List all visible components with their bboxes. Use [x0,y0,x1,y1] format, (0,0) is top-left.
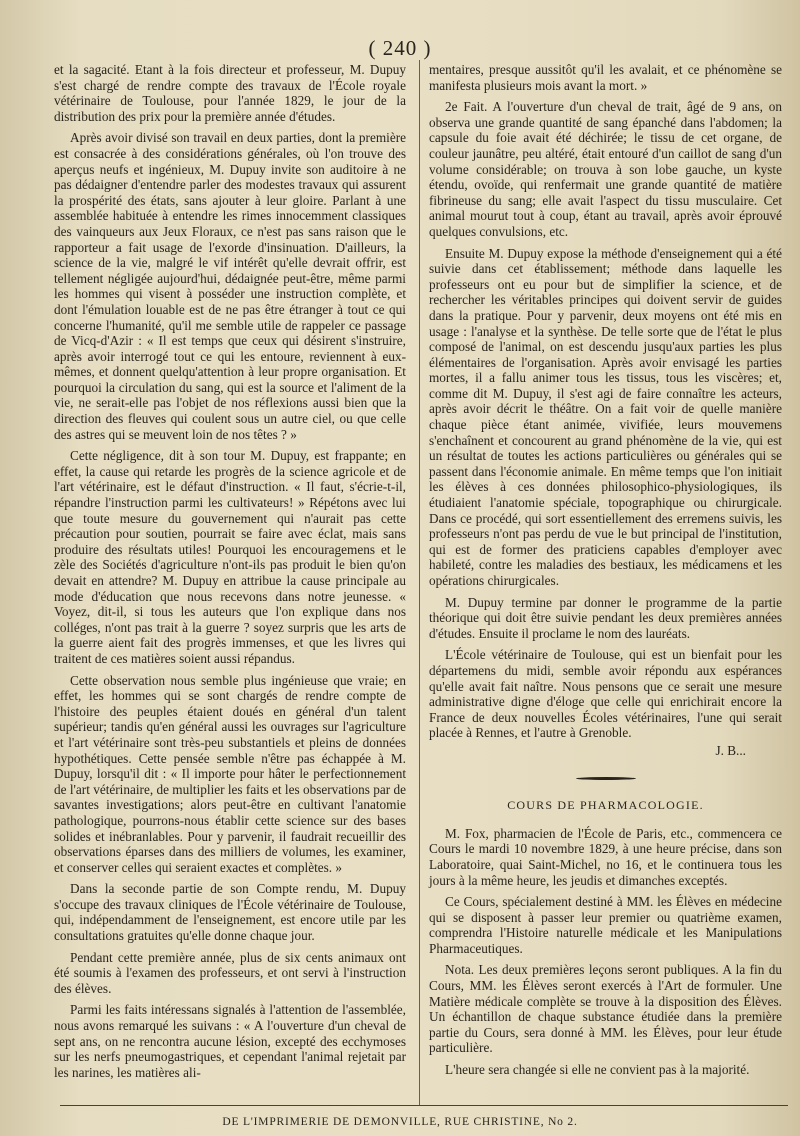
section-title: COURS DE PHARMACOLOGIE. [507,798,704,813]
signature: J. B... [715,742,746,758]
paragraph: L'heure sera changée si elle ne convient pas à la majorité. [445,1062,750,1078]
paragraph: Dans la seconde partie de son Compte rendu, M. Dupuy s'occupe des travaux cliniques de l'École vétérinaire de Toulouse, qui, indépendamment de l'enseignement, est encore utile par les consultations gratuites qu'elle donne chaque jour. [54,881,406,944]
paragraph: Cette négligence, dit à son tour M. Dupuy, est frappante; en effet, la cause qui retarde les progrès de la science agricole et de l'art vétérinaire, est le défaut d'instruction. « Il faut, s'écrie-t-il, répandre l'instruction parmi les cultivateurs! » Répétons avec lui que toute mesure du gouvernement qui n'aurait pas cette précaution pour soutien, pourrait se faire avec éclat, mais sans produire des résultats utiles! Pourquoi les encouragemens et le zèle des Sociétés d'agriculture n'ont-ils pas produit le bien qu'on devait en attendre? M. Dupuy en attribue la cause principale au mode d'éducation que nous recevons dans notre jeunesse. « Voyez, dit-il, si tous les auteurs que l'on explique dans nos colléges, n'ont pas trait à la guerre ? soyez surpris que les arts de la guerre aient fait des progrès immenses, et que les livres qui traitent de ces matières soient aussi répandus. [54,448,406,666]
paragraph: Pendant cette première année, plus de six cents animaux ont été soumis à l'examen des professeurs, et ont servi à l'instruction des élèves. [54,949,406,996]
paragraph: Ce Cours, spécialement destiné à MM. les Élèves en médecine qui se disposent à passer leur premier ou quatrième examen, comprendra l'Histoire naturelle médicale et les Manipulations Pharmaceutiques. [429,894,782,956]
right-column [429,62,782,1084]
paragraph: Nota. Les deux premières leçons seront publiques. A la fin du Cours, MM. les Élèves seront exercés à l'Art de formuler. Une Matière médicale complète se trouve à la disposition des Élèves. Un échantillon de chaque substance étudiée dans la première partie du Cours, sera donné à MM. les Élèves, pour leur étude particulière. [429,962,782,1056]
paragraph: mentaires, presque aussitôt qu'il les avalait, et ce phénomène se manifesta plusieurs mois avant la mort. » [429,62,782,93]
paragraph: Après avoir divisé son travail en deux parties, dont la première est consacrée à des considérations générales, où l'on trouve des aperçus neufs et ingénieux, M. Dupuy invite son auditoire à ne pas dédaigner d'entendre parler des modestes travaux qui assurent la prospérité des états, sans ajouter à leur gloire. Parlant à une assemblée habituée à entendre les rimes innocemment classiques des vainqueurs aux Jeux Floraux, ce n'est pas sans raison que le rapporteur a fait usage de l'exorde d'insinuation. D'ailleurs, la science de la vie, malgré le vif intérêt qu'elle devrait offrir, est tellement négligée aujourd'hui, dédaignée peut-être, même parmi les hommes qui visent à posséder une instruction complète, et dont l'émulation louable est de ne pas être étranger à tout ce qui concerne l'humanité, qu'il me semble utile de rappeler ce passage de Vicq-d'Azir : « Il est temps que ceux qui désirent s'instruire, après avoir interrogé tout ce qui les entoure, reviennent à eux-mêmes, et donnent quelqu'attention à leur propre organisation. Et pourquoi la circulation du sang, qui est la source et l'aliment de la vie, ne serait-elle pas l'objet de nos réflexions aussi bien que la direction des fleuves qui coulent sous un autre ciel, ou que celle des astres qui se meuvent loin de nos têtes ? » [54,130,406,442]
paragraph: Ensuite M. Dupuy expose la méthode d'enseignement qui a été suivie dans cet établissement; méthode dans laquelle les professeurs ont eu pour but de simplifier la science, et de rechercher les véritables principes qui doivent servir de guides dans la pratique. Pour y parvenir, deux moyens ont été mis en usage : l'analyse et la synthèse. De telle sorte que de l'état le plus composé de l'animal, on est descendu jusqu'aux parties les plus élémentaires de l'organisation. Après avoir envisagé les parties mortes, il a fallu animer tous les tissus, tous les viscères; et, comme dit M. Dupuy, il s'est agi de faire connaître les acteurs, après avoir décrit le théâtre. On a fait voir de quelle manière chaque pièce étant animée, vivifiée, leurs mouvemens s'enchaînent et concourent au grand phénomène de la vie, qui est un résultat de toutes les actions particulières ou générales qui se passent dans l'économie animale. En même temps que l'on initiait les élèves à ces données philosophico-physiologiques, ils étudiaient l'anatomie spéciale, topographique ou chirurgicale. Dans ce procédé, qui sort essentiellement des erremens suivis, les professeurs n'ont pas perdu de vue le but principal de l'institution, qui est de former des praticiens capables d'employer avec habileté, contre les maladies des bestiaux, les médicamens et les opérations chirurgicales. [429,245,782,588]
paragraph: M. Dupuy termine par donner le programme de la partie théorique qui doit être suivie pendant les deux premières années d'études. Ensuite il proclame le nom des lauréats. [429,594,782,641]
ornament-divider [429,771,782,787]
footer-rule [60,1105,788,1106]
imprint-footer: DE L'IMPRIMERIE DE DEMONVILLE, RUE CHRISTINE, No 2. [222,1116,578,1128]
paragraph: Cette observation nous semble plus ingénieuse que vraie; en effet, les hommes qui se sont chargés de rendre compte de l'histoire des peuples étaient doués en général d'un talent supérieur; tandis qu'en général aussi les ouvrages sur l'agriculture et l'art vétérinaire sont très-peu substantiels et pleins de données hypothétiques. Cette pensée semble n'être pas échappée à M. Dupuy, lorsqu'il dit : « Il importe pour hâter le perfectionnement de l'art vétérinaire, de multiplier les faits et les observations par de savantes investigations; alors peut-être en cultivant l'anatomie pathologique, pourrons-nous établir cette science sur des bases solides et inébranlables. Pour y parvenir, il faudrait recueillir des observations éparses dans des milliers de volumes, les examiner, et conserver celles qui seraient exactes et complètes. » [54,672,406,875]
column-divider [419,60,420,1105]
paragraph: et la sagacité. Etant à la fois directeur et professeur, M. Dupuy s'est chargé de rendre compte des travaux de l'École royale vétérinaire de Toulouse, pour l'année 1829, le jour de la distribution des prix pour la première année d'études. [54,62,406,124]
page-number: ( 240 ) [368,36,432,60]
paragraph: 2e Fait. A l'ouverture d'un cheval de trait, âgé de 9 ans, on observa une grande quantité de sang épanché dans l'abdomen; la capsule du foie avait été déchirée; le tissu de cet organe, de couleur jaunâtre, peu altéré, était entouré d'un caillot de sang d'un volume considérable; on trouva à son lobe gauche, un kyste étendu, ovoïde, qui renfermait une grande quantité de matière fibrineuse du sang; elle avait l'aspect du tissu musculaire. Cet animal mourut tout à coup, étant au travail, après avoir éprouvé quelques convulsions, etc. [429,99,782,239]
left-column [54,62,406,1086]
paragraph: Parmi les faits intéressans signalés à l'attention de l'assemblée, nous avons remarqué les suivans : « A l'ouverture d'un cheval de sept ans, on ne rencontra aucune lésion, excepté des ecchymoses sur les nerfs pneumogastriques, et cependant l'animal rejetait par les narines, les matières ali- [54,1002,406,1080]
paragraph: M. Fox, pharmacien de l'École de Paris, etc., commencera ce Cours le mardi 10 novembre 1829, à une heure précise, dans son Laboratoire, quai Saint-Michel, no 16, et le continuera tous les jours à la même heure, les jeudis et dimanches exceptés. [429,825,782,888]
paragraph: L'École vétérinaire de Toulouse, qui est un bienfait pour les départemens du midi, semble avoir répondu aux espérances qu'elle avait fait naître. Nous pensons que ce serait une mesure administrative digne d'éloge que celle qui enrichirait encore la France de deux nouvelles Écoles vétérinaires, l'une qui serait placée à Rennes, et l'autre à Grenoble. [429,647,782,741]
